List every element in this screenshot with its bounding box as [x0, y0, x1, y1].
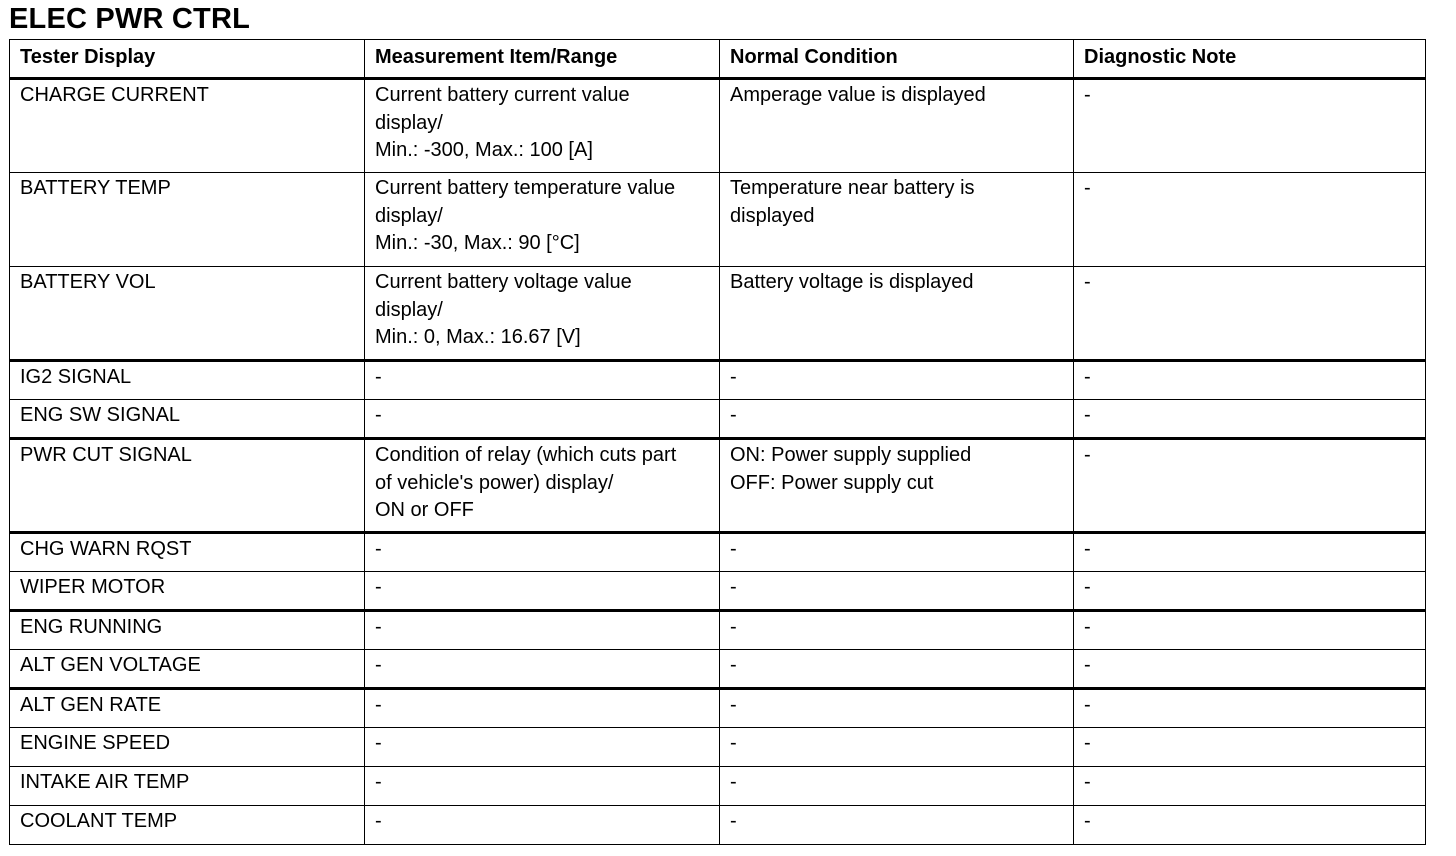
cell-tester-display: BATTERY VOL: [10, 267, 365, 361]
cell-tester-display: ALT GEN RATE: [10, 689, 365, 728]
cell-tester-display: WIPER MOTOR: [10, 572, 365, 611]
table-row: [10, 439, 1426, 533]
cell-normal-condition: Amperage value is displayed: [720, 79, 1074, 173]
table-row: [10, 728, 1426, 767]
cell-normal-condition: -: [720, 650, 1074, 689]
cell-normal-condition: -: [720, 400, 1074, 439]
cell-measurement-item-range: -: [365, 533, 720, 572]
cell-tester-display: ALT GEN VOLTAGE: [10, 650, 365, 689]
column-header-diagnostic-note: Diagnostic Note: [1074, 40, 1426, 79]
column-header-tester-display: Tester Display: [10, 40, 365, 79]
cell-normal-condition: Temperature near battery is displayed: [720, 173, 1074, 267]
table-row: [10, 173, 1426, 267]
cell-measurement-item-range: -: [365, 806, 720, 845]
cell-tester-display: PWR CUT SIGNAL: [10, 439, 365, 533]
cell-normal-condition: -: [720, 361, 1074, 400]
cell-diagnostic-note: -: [1074, 611, 1426, 650]
column-header-measurement-item-range: Measurement Item/Range: [365, 40, 720, 79]
table-row: [10, 533, 1426, 572]
cell-measurement-item-range: Current battery voltage value display/ Min.: 0, Max.: 16.67 [V]: [365, 267, 720, 361]
cell-tester-display: IG2 SIGNAL: [10, 361, 365, 400]
cell-normal-condition: Battery voltage is displayed: [720, 267, 1074, 361]
table-header-row: [10, 40, 1426, 79]
cell-measurement-item-range: -: [365, 400, 720, 439]
cell-measurement-item-range: Current battery current value display/ Min.: -300, Max.: 100 [A]: [365, 79, 720, 173]
cell-tester-display: BATTERY TEMP: [10, 173, 365, 267]
cell-diagnostic-note: -: [1074, 533, 1426, 572]
cell-measurement-item-range: -: [365, 728, 720, 767]
cell-tester-display: CHG WARN RQST: [10, 533, 365, 572]
cell-measurement-item-range: -: [365, 767, 720, 806]
cell-tester-display: CHARGE CURRENT: [10, 79, 365, 173]
cell-normal-condition: ON: Power supply supplied OFF: Power supply cut: [720, 439, 1074, 533]
cell-normal-condition: -: [720, 611, 1074, 650]
cell-normal-condition: -: [720, 728, 1074, 767]
cell-measurement-item-range: Condition of relay (which cuts part of vehicle's power) display/ ON or OFF: [365, 439, 720, 533]
cell-measurement-item-range: -: [365, 572, 720, 611]
table-row: [10, 572, 1426, 611]
cell-normal-condition: -: [720, 767, 1074, 806]
table-row: [10, 650, 1426, 689]
cell-measurement-item-range: -: [365, 689, 720, 728]
cell-tester-display: INTAKE AIR TEMP: [10, 767, 365, 806]
cell-diagnostic-note: -: [1074, 173, 1426, 267]
cell-tester-display: ENGINE SPEED: [10, 728, 365, 767]
cell-diagnostic-note: -: [1074, 361, 1426, 400]
table-row: [10, 611, 1426, 650]
cell-normal-condition: -: [720, 806, 1074, 845]
cell-diagnostic-note: -: [1074, 267, 1426, 361]
cell-normal-condition: -: [720, 533, 1074, 572]
column-header-normal-condition: Normal Condition: [720, 40, 1074, 79]
cell-tester-display: ENG SW SIGNAL: [10, 400, 365, 439]
cell-tester-display: ENG RUNNING: [10, 611, 365, 650]
cell-measurement-item-range: Current battery temperature value display/ Min.: -30, Max.: 90 [°C]: [365, 173, 720, 267]
cell-normal-condition: -: [720, 572, 1074, 611]
cell-diagnostic-note: -: [1074, 400, 1426, 439]
cell-diagnostic-note: -: [1074, 439, 1426, 533]
cell-diagnostic-note: -: [1074, 728, 1426, 767]
table-row: [10, 267, 1426, 361]
table-row: [10, 767, 1426, 806]
data-list-table: [9, 39, 1426, 845]
cell-measurement-item-range: -: [365, 650, 720, 689]
cell-measurement-item-range: -: [365, 611, 720, 650]
cell-diagnostic-note: -: [1074, 572, 1426, 611]
cell-measurement-item-range: -: [365, 361, 720, 400]
cell-tester-display: COOLANT TEMP: [10, 806, 365, 845]
cell-diagnostic-note: -: [1074, 806, 1426, 845]
table-row: [10, 79, 1426, 173]
cell-diagnostic-note: -: [1074, 79, 1426, 173]
table-row: [10, 689, 1426, 728]
table-row: [10, 400, 1426, 439]
table-row: [10, 806, 1426, 845]
cell-diagnostic-note: -: [1074, 689, 1426, 728]
page-title: ELEC PWR CTRL: [9, 3, 251, 35]
table-row: [10, 361, 1426, 400]
cell-normal-condition: -: [720, 689, 1074, 728]
cell-diagnostic-note: -: [1074, 650, 1426, 689]
cell-diagnostic-note: -: [1074, 767, 1426, 806]
